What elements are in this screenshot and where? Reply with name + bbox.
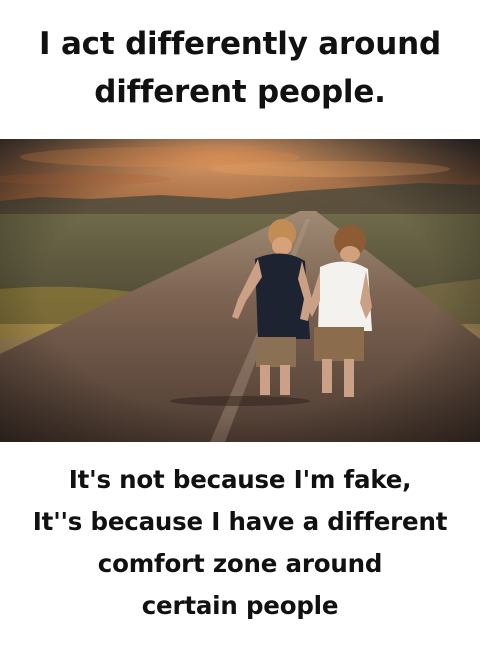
- caption-line-1: It's not because I'm fake,: [68, 465, 412, 494]
- photo-two-children-walking: [0, 139, 480, 442]
- headline-line-1: I act differently around: [39, 26, 441, 62]
- caption-line-2: It''s because I have a different: [32, 507, 448, 536]
- caption-line-4: certain people: [141, 591, 339, 620]
- headline: [0, 20, 480, 116]
- caption-line-3: comfort zone around: [97, 549, 383, 578]
- caption: [0, 459, 480, 627]
- headline-line-2: different people.: [94, 74, 386, 110]
